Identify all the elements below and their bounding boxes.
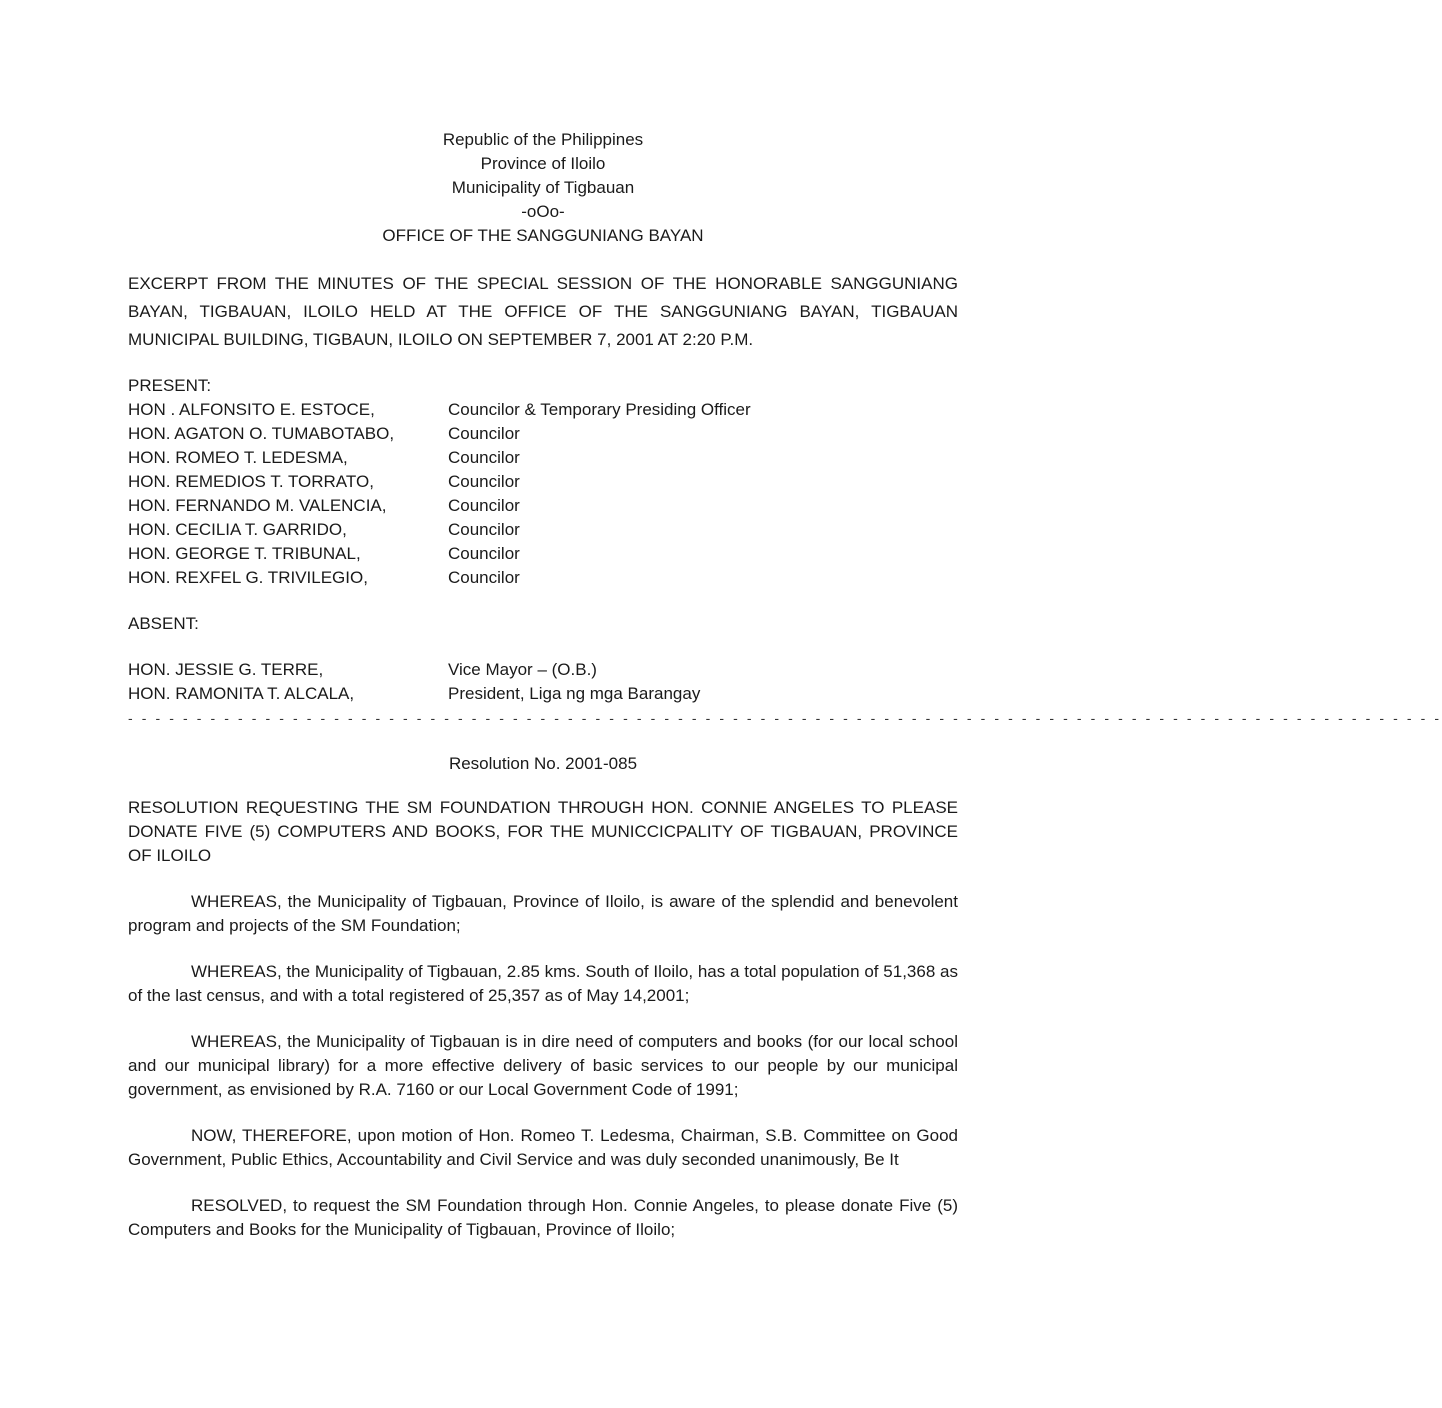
minutes-excerpt: EXCERPT FROM THE MINUTES OF THE SPECIAL SESSION OF THE HONORABLE SANGGUNIANG BAYAN, TIGBAUAN, ILOILO HELD AT THE OFFICE OF THE SANGGUNIANG BAYAN, TIGBAUAN MUNICIPAL BUILDING, TIGBAUN, ILOILO ON SEPTEMBER 7, 2001 AT 2:20 P.M.: [128, 274, 958, 349]
whereas-paragraph: WHEREAS, the Municipality of Tigbauan, Province of Iloilo, is aware of the splendid and benevolent program and projects of the SM Foundation;: [128, 892, 958, 935]
whereas-paragraph: WHEREAS, the Municipality of Tigbauan is in dire need of computers and books (for our local school and our municipal library) for a more effective delivery of basic services to our people by our municipal government, as envisioned by R.A. 7160 or our Local Government Code of 1991;: [128, 1032, 958, 1099]
letterhead-ornament: -oOo-: [521, 202, 565, 221]
attendee-row: [128, 518, 958, 542]
attendee-row: [128, 494, 958, 518]
attendee-name: HON. CECILIA T. GARRIDO,: [128, 520, 347, 539]
attendee-row: [128, 470, 958, 494]
absent-list: [128, 658, 958, 706]
whereas-paragraph: WHEREAS, the Municipality of Tigbauan, 2.85 kms. South of Iloilo, has a total population of 51,368 as of the last census, and with a total registered of 25,357 as of May 14,2001;: [128, 962, 958, 1005]
attendee-role: Councilor: [448, 496, 520, 515]
document-page: [128, 128, 1442, 1242]
resolution-number: Resolution No. 2001-085: [448, 754, 638, 773]
attendee-name: HON. AGATON O. TUMABOTABO,: [128, 424, 395, 443]
attendee-row: [128, 446, 958, 470]
letterhead-republic: Republic of the Philippines: [442, 130, 644, 149]
attendee-role: Councilor: [448, 424, 520, 443]
attendee-name: HON. REMEDIOS T. TORRATO,: [128, 472, 374, 491]
attendee-role: Councilor & Temporary Presiding Officer: [448, 400, 751, 419]
attendee-role: Councilor: [448, 472, 520, 491]
absentee-row: [128, 682, 958, 706]
absent-label: ABSENT:: [128, 614, 199, 633]
attendee-name: HON . ALFONSITO E. ESTOCE,: [128, 400, 375, 419]
attendee-name: HON. REXFEL G. TRIVILEGIO,: [128, 568, 368, 587]
attendee-role: Councilor: [448, 520, 520, 539]
attendee-row: [128, 566, 958, 590]
attendee-role: Councilor: [448, 568, 520, 587]
resolved-paragraph: RESOLVED, to request the SM Foundation through Hon. Connie Angeles, to please donate Five (5) Computers and Books for the Municipality of Tigbauan, Province of Iloilo;: [128, 1196, 958, 1239]
attendee-row: [128, 542, 958, 566]
letterhead: [128, 128, 958, 248]
attendee-row: [128, 422, 958, 446]
letterhead-municipality: Municipality of Tigbauan: [451, 178, 635, 197]
absentee-name: HON. RAMONITA T. ALCALA,: [128, 684, 355, 703]
attendee-role: Councilor: [448, 448, 520, 467]
letterhead-office: OFFICE OF THE SANGGUNIANG BAYAN: [382, 226, 704, 245]
absentee-role: Vice Mayor – (O.B.): [448, 660, 597, 679]
absentee-row: [128, 658, 958, 682]
present-label: PRESENT:: [128, 376, 212, 395]
now-therefore-paragraph: NOW, THEREFORE, upon motion of Hon. Romeo T. Ledesma, Chairman, S.B. Committee on Good Government, Public Ethics, Accountability and Civil Service and was duly seconded unanimously, Be It: [128, 1126, 958, 1169]
resolution-title: RESOLUTION REQUESTING THE SM FOUNDATION THROUGH HON. CONNIE ANGELES TO PLEASE DONATE FIVE (5) COMPUTERS AND BOOKS, FOR THE MUNICCICPALITY OF TIGBAUAN, PROVINCE OF ILOILO: [128, 798, 958, 865]
attendee-role: Councilor: [448, 544, 520, 563]
attendee-name: HON. GEORGE T. TRIBUNAL,: [128, 544, 361, 563]
absent-section: [128, 612, 958, 706]
absentee-role: President, Liga ng mga Barangay: [448, 684, 701, 703]
dashed-divider: - - - - - - - - - - - - - - - - - - - - - - - - - - - - - - - - - - - - - - - - - - - - - - - - - - - - - - - - - - - - - - - - - - - - - - - - - - - - - - - - - - - - - - - - - - - - - - - -: [128, 710, 1442, 726]
attendee-name: HON. ROMEO T. LEDESMA,: [128, 448, 348, 467]
present-section: [128, 374, 958, 590]
absentee-name: HON. JESSIE G. TERRE,: [128, 660, 324, 679]
attendee-row: [128, 398, 958, 422]
letterhead-province: Province of Iloilo: [480, 154, 606, 173]
attendee-name: HON. FERNANDO M. VALENCIA,: [128, 496, 387, 515]
